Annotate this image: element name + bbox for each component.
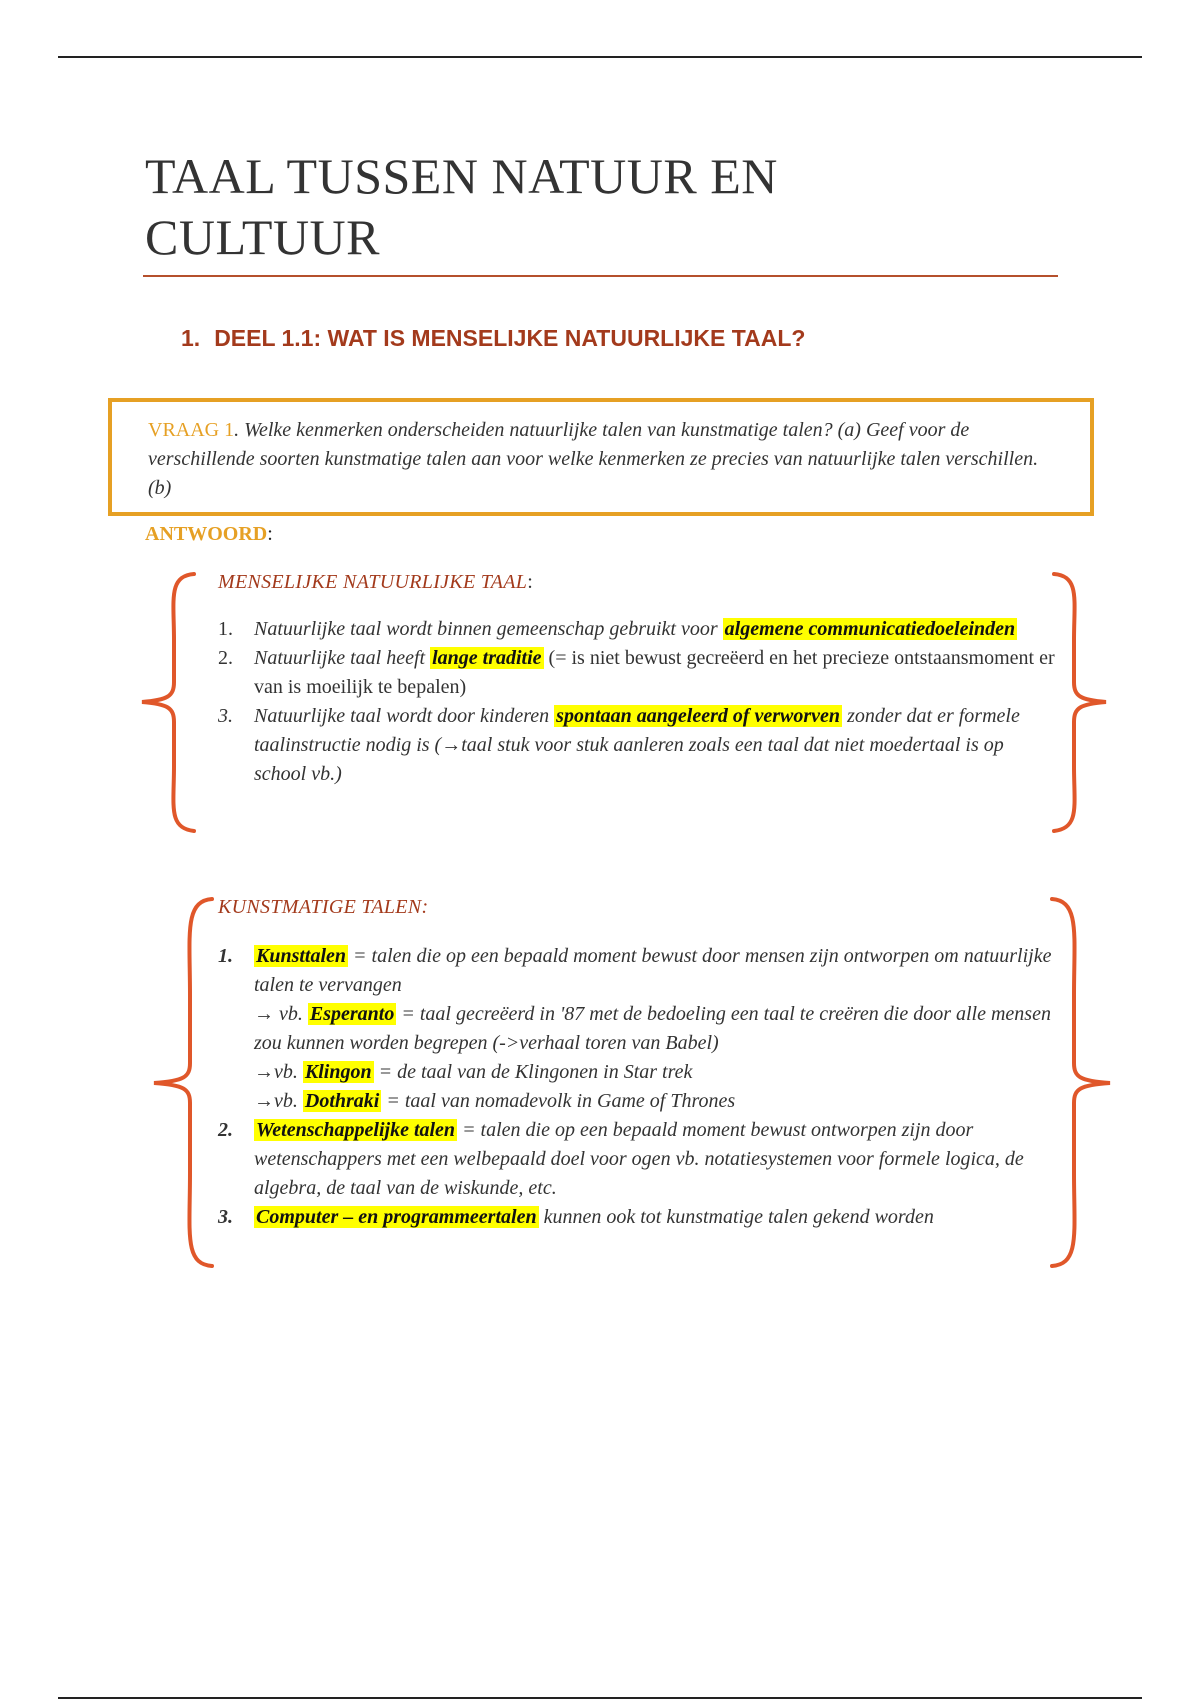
answer-label — [145, 523, 273, 546]
question-box — [108, 398, 1094, 516]
page-bottom-rule — [58, 1697, 1142, 1699]
title-line-2: CULTUUR — [145, 209, 381, 265]
list-item: 2. Wetenschappelijke talen = talen die op een bepaald moment bewust ontworpen zijn door wetenschappers met een welbepaald doel voor ogen vb. notatiesystemen voor formele logica, de algebra, de taal van de wiskunde, etc. — [218, 1119, 1024, 1199]
highlight: Kunsttalen — [256, 945, 347, 967]
section-number: 1. — [181, 325, 201, 351]
document-title — [145, 146, 1045, 268]
natural-language-block — [218, 568, 1058, 789]
highlight: Dothraki — [304, 1090, 380, 1112]
highlight: algemene communicatiedoeleinden — [724, 618, 1016, 640]
page-top-rule — [58, 56, 1142, 58]
artificial-languages-heading: KUNSTMATIGE TALEN: — [218, 896, 429, 918]
artificial-languages-block — [218, 893, 1058, 1232]
list-item: 3. Computer – en programmeertalen kunnen ook tot kunstmatige talen gekend worden — [218, 1206, 934, 1228]
highlight: Computer – en programmeertalen — [256, 1206, 537, 1228]
highlight: spontaan aangeleerd of verworven — [556, 705, 841, 727]
highlight: Esperanto — [309, 1003, 395, 1025]
question-label: VRAAG 1 — [148, 419, 235, 441]
left-brace-icon — [138, 570, 198, 835]
example-line: → vb. Esperanto = taal gecreëerd in '87 met de bedoeling een taal te creëren die door alle mensen zou kunnen worden begrepen (->verhaal toren van Babel) — [254, 1003, 1051, 1054]
title-underline — [143, 275, 1058, 277]
answer-keyword: ANTWOORD — [145, 523, 268, 545]
question-text: . Welke kenmerken onderscheiden natuurlijke talen van kunstmatige talen? (a) Geef voor de verschillende soorten kunstmatige talen aan voor welke kenmerken ze precies van natuurlijke talen verschillen. (b) — [148, 419, 1039, 499]
example-line: →vb. Klingon = de taal van de Klingonen in Star trek — [254, 1061, 693, 1083]
section-heading — [181, 325, 805, 352]
natural-language-list — [218, 615, 1058, 789]
list-item: 1. Natuurlijke taal wordt binnen gemeenschap gebruikt voor algemene communicatiedoeleinden — [218, 618, 1016, 640]
answer-colon: : — [267, 523, 273, 545]
list-item: 3. Natuurlijke taal wordt door kinderen spontaan aangeleerd of verworven zonder dat er formele taalinstructie nodig is (→taal stuk voor stuk aanleren zoals een taal dat niet moedertaal is op school vb.) — [218, 705, 1020, 785]
left-brace-icon — [150, 895, 216, 1270]
highlight: lange traditie — [432, 647, 542, 669]
title-line-1: TAAL TUSSEN NATUUR EN — [145, 148, 778, 204]
list-item: 2. Natuurlijke taal heeft lange traditie (= is niet bewust gecreëerd en het precieze ontstaansmoment er van is moeilijk te bepalen) — [218, 647, 1055, 698]
natural-language-heading: MENSELIJKE NATUURLIJKE TAAL: — [218, 571, 533, 593]
highlight: Klingon — [304, 1061, 372, 1083]
list-item: 1. Kunsttalen = talen die op een bepaald moment bewust door mensen zijn ontworpen om natuurlijke talen te vervangen → vb. Esperanto = taal gecreëerd in '87 met de bedoeling een taal te creëren die door alle mensen zou kunnen worden begrepen (->verhaal toren van Babel) →vb. Klingon = de taal van de Klingonen in Star trek →vb. Dothraki = taal van nomadevolk in Game of Thrones — [218, 942, 1058, 1116]
example-line: →vb. Dothraki = taal van nomadevolk in Game of Thrones — [254, 1090, 736, 1112]
section-title: DEEL 1.1: WAT IS MENSELIJKE NATUURLIJKE TAAL? — [214, 325, 806, 351]
right-brace-icon — [1050, 570, 1110, 835]
highlight: Wetenschappelijke talen — [256, 1119, 456, 1141]
artificial-languages-list — [218, 942, 1058, 1232]
